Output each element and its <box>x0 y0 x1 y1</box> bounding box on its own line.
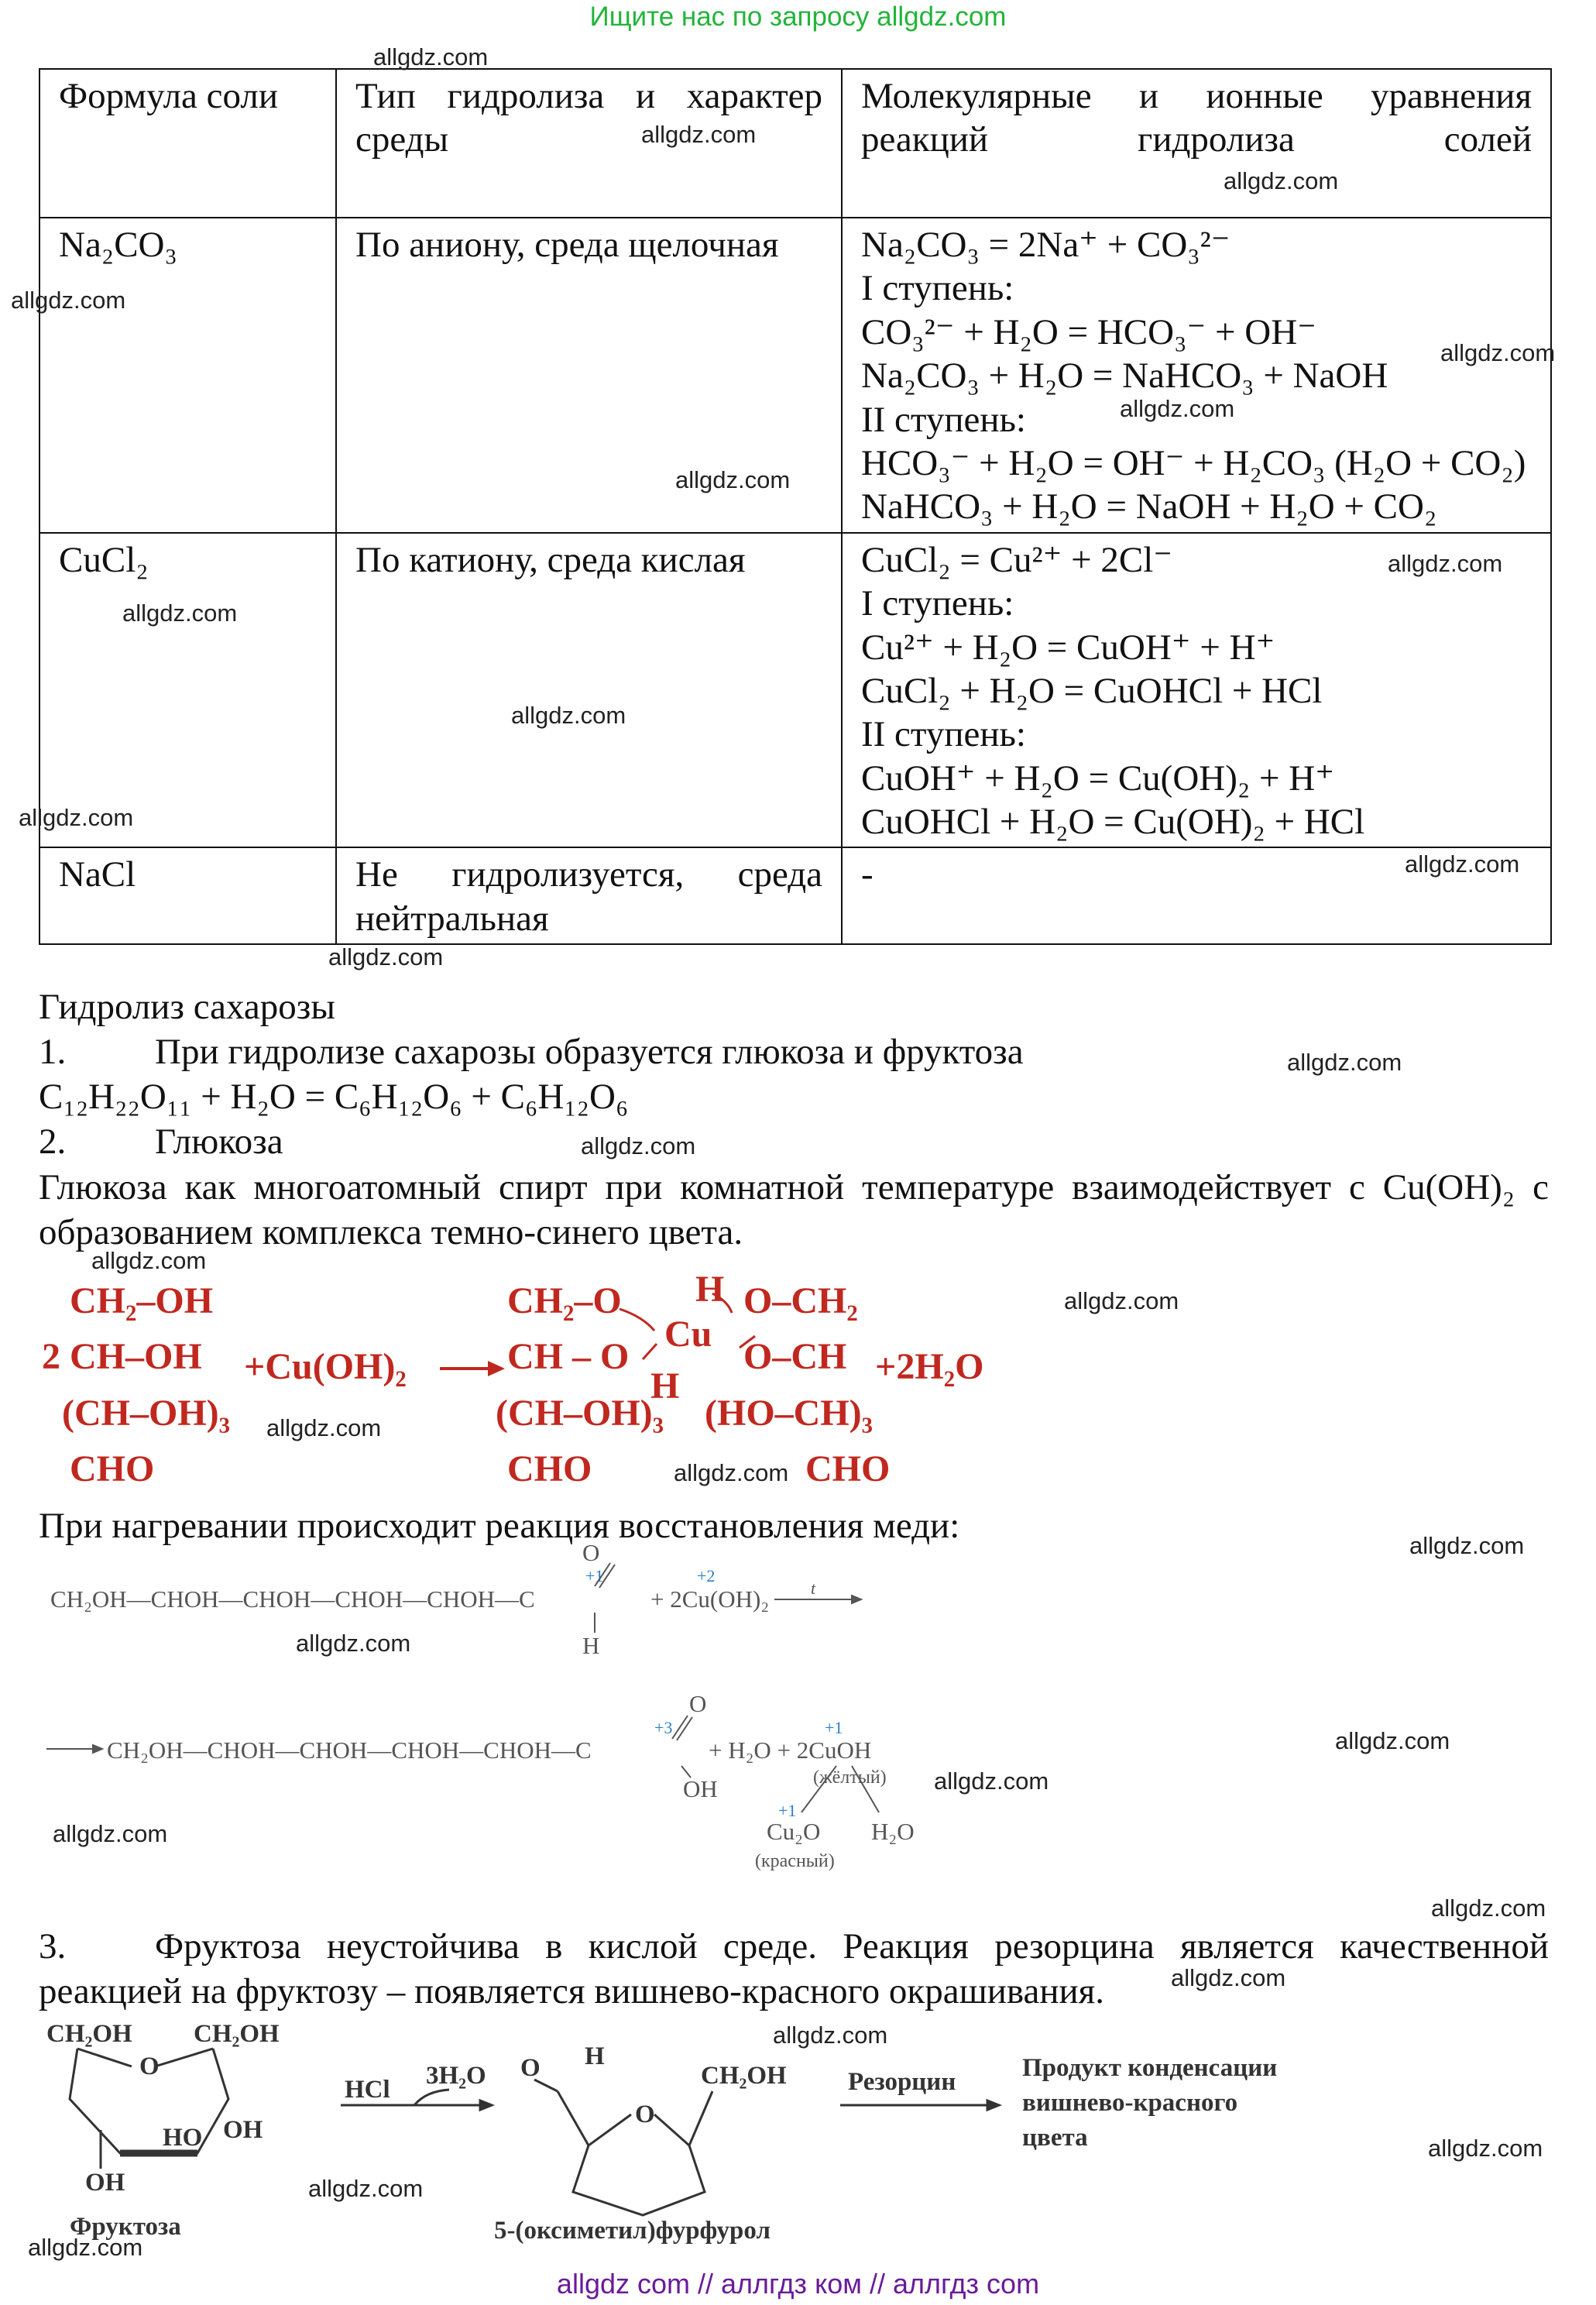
watermark: allgdz.com <box>328 943 444 970</box>
fructose-group: OH <box>85 2169 125 2197</box>
watermark: allgdz.com <box>1287 1049 1402 1076</box>
fructose-group: OH <box>223 2116 263 2144</box>
cu2o-label: Cu₂O <box>767 1818 821 1845</box>
watermark: allgdz.com <box>28 2234 143 2261</box>
watermark: allgdz.com <box>511 702 626 729</box>
aldehyde-h: H <box>585 2042 605 2070</box>
watermark: allgdz.com <box>1431 1894 1546 1922</box>
ox-state-label: O <box>689 1690 707 1717</box>
sucrose-equation: C₁₂H₂₂O₁₁ + H₂O = C₆H₁₂O₆ + C₆H₁₂O₆ <box>39 1077 629 1117</box>
fructose-group: HO <box>163 2124 203 2152</box>
hydrolysis-table <box>39 68 1552 945</box>
ring-oxygen: O <box>139 2053 160 2080</box>
complex-line: (HO–CH)₃ <box>705 1393 874 1434</box>
cell-type: Не гидролизуется, среда нейтральная <box>336 847 842 944</box>
hmf-group: CH₂OH <box>701 2062 787 2090</box>
copper-center: Cu <box>664 1314 712 1355</box>
ox-state: +3 <box>654 1718 673 1737</box>
watermark: allgdz.com <box>1405 850 1520 878</box>
reagent-label: +Cu(OH)₂ <box>244 1346 407 1387</box>
complex-line: CH – O <box>507 1336 630 1377</box>
cell-formula: NaCl <box>39 847 336 944</box>
red-label: (красный) <box>755 1851 835 1871</box>
products-label: + H₂O + 2CuOH <box>709 1736 872 1764</box>
complex-line: (CH–OH)₃ <box>496 1393 664 1434</box>
bottom-banner[interactable]: allgdz com // аллгдз ком // аллгдз com <box>556 2268 1040 2300</box>
watermark: allgdz.com <box>296 1630 411 1657</box>
table-row <box>39 533 1551 848</box>
yellow-label: (жёлтый) <box>813 1767 887 1788</box>
glucose-line: 2 CH–OH <box>42 1336 202 1377</box>
header-formula: Формула соли <box>39 69 336 218</box>
complex-line: CHO <box>507 1448 592 1489</box>
header-equations: Молекулярные и ионные уравнения реакций гидролиза солей <box>842 69 1551 218</box>
glucose-line: CH₂–OH <box>70 1280 214 1321</box>
ox-state: +1 <box>778 1801 797 1820</box>
watermark: allgdz.com <box>1409 1532 1525 1559</box>
heating-text: При нагревании происходит реакция восстановления меди: <box>39 1506 960 1546</box>
water-label: 3H₂O <box>426 2062 486 2090</box>
water-elimination <box>414 2090 449 2105</box>
top-banner[interactable]: Ищите нас по запросу allgdz.com <box>589 2 1007 32</box>
fructose-label: Фруктоза <box>70 2213 181 2241</box>
watermark: allgdz.com <box>641 121 757 148</box>
fructose-group: CH₂OH <box>194 2020 280 2048</box>
reagent-label: Резорцин <box>848 2068 956 2096</box>
cell-type: По аниону, среда щелочная <box>336 218 842 533</box>
watermark: allgdz.com <box>91 1247 207 1274</box>
watermark: allgdz.com <box>1335 1727 1450 1754</box>
hcl-label: HCl <box>345 2076 390 2104</box>
item-2: 2. Глюкоза <box>39 1122 283 1162</box>
copper-reduction-scheme <box>46 1541 976 1874</box>
watermark: allgdz.com <box>1064 1287 1179 1314</box>
complex-line: O–CH₂ <box>743 1280 858 1321</box>
glucose-line: CHO <box>70 1448 155 1489</box>
watermark: allgdz.com <box>773 2022 888 2049</box>
product-line: Продукт конденсации <box>1022 2054 1278 2082</box>
glucose-complex-scheme <box>31 1270 1007 1503</box>
ox-state-label: H <box>582 1632 600 1659</box>
complex-line: CH₂–O <box>507 1280 622 1321</box>
h-label: H <box>695 1270 725 1310</box>
ox-state-label: O <box>582 1541 600 1566</box>
ox-state: +2 <box>697 1566 716 1585</box>
glucose-line: (CH–OH)₃ <box>62 1393 231 1434</box>
furan-ring <box>573 2145 705 2215</box>
ox-state-label: OH <box>683 1775 718 1802</box>
ox-state: +1 <box>825 1718 843 1737</box>
h-label: H <box>650 1365 680 1407</box>
water-label: H₂O <box>871 1818 915 1845</box>
product-line: цвета <box>1022 2124 1088 2152</box>
watermark: allgdz.com <box>308 2175 424 2202</box>
chain-1: CH₂OH—CHOH—CHOH—CHOH—CHOH—C <box>50 1585 535 1613</box>
ring-oxygen: O <box>635 2101 655 2128</box>
watermark: allgdz.com <box>1224 167 1339 194</box>
temp-label: t <box>811 1578 816 1598</box>
table-row <box>39 218 1551 533</box>
item-1: 1. При гидролизе сахарозы образуется глюкоза и фруктоза <box>39 1032 1024 1072</box>
glucose-paragraph: Глюкоза как многоатомный спирт при комнатной температуре взаимодействует с Cu(OH)₂ с образованием комплекса темно-синего цвета. <box>39 1167 1549 1252</box>
watermark: allgdz.com <box>674 1459 789 1486</box>
cell-equations: - <box>842 847 1551 944</box>
watermark: allgdz.com <box>581 1132 696 1159</box>
watermark: allgdz.com <box>934 1767 1049 1795</box>
item-3: 3. Фруктоза неустойчива в кислой среде. Реакция резорцина является качественной реакцией на фруктозу – появляется вишнево-красного окрашивания. <box>39 1926 1549 2011</box>
watermark: allgdz.com <box>53 1820 168 1847</box>
watermark: allgdz.com <box>19 804 134 831</box>
watermark: allgdz.com <box>373 43 489 70</box>
product-label: +2H₂O <box>875 1346 984 1387</box>
watermark: allgdz.com <box>1388 550 1503 577</box>
fructose-group: CH₂OH <box>46 2020 132 2048</box>
watermark: allgdz.com <box>675 466 791 493</box>
ox-state: +1 <box>585 1566 604 1585</box>
complex-line: CHO <box>805 1448 891 1489</box>
furfural-label: 5-(оксиметил)фурфурол <box>494 2217 771 2245</box>
fructose-scheme <box>31 2014 1378 2254</box>
cell-formula: Na₂CO₃ <box>39 218 336 533</box>
watermark: allgdz.com <box>1120 395 1235 422</box>
product-line: вишнево-красного <box>1022 2089 1238 2117</box>
watermark: allgdz.com <box>122 599 238 627</box>
section-heading: Гидролиз сахарозы <box>39 987 335 1027</box>
cell-equations: CuCl₂ = Cu²⁺ + 2Cl⁻ I ступень: Cu²⁺ + H₂O = CuOH⁺ + H⁺ CuCl₂ + H₂O = CuOHCl + HCl II ступень: CuOH⁺ + H₂O = Cu(OH)₂ + H⁺ CuOHCl + H₂O = Cu(OH)₂ + HCl <box>842 533 1551 848</box>
watermark: allgdz.com <box>266 1414 382 1441</box>
cell-equations: Na₂CO₃ = 2Na⁺ + CO₃²⁻ I ступень: CO₃²⁻ + H₂O = HCO₃⁻ + OH⁻ Na₂CO₃ + H₂O = NaHCO₃ + NaOH II ступень: HCO₃⁻ + H₂O = OH⁻ + H₂CO₃ (H₂O + CO₂) NaHCO₃ + H₂O = NaOH + H₂O + CO₂ <box>842 218 1551 533</box>
cell-formula: CuCl₂ <box>39 533 336 848</box>
complex-line: O–CH <box>743 1336 847 1377</box>
watermark: allgdz.com <box>1428 2135 1543 2162</box>
watermark: allgdz.com <box>1171 1964 1286 1991</box>
watermark: allgdz.com <box>11 287 126 314</box>
table-row <box>39 847 1551 944</box>
watermark: allgdz.com <box>1440 339 1556 366</box>
cell-type: По катиону, среда кислая <box>336 533 842 848</box>
aldehyde-o: O <box>520 2054 541 2082</box>
reagent-label: + 2Cu(OH)₂ <box>650 1585 770 1613</box>
header-type: Тип гидролиза и характер среды <box>336 69 842 218</box>
table-header-row <box>39 69 1551 218</box>
chain-2: CH₂OH—CHOH—CHOH—CHOH—CHOH—C <box>107 1736 592 1764</box>
